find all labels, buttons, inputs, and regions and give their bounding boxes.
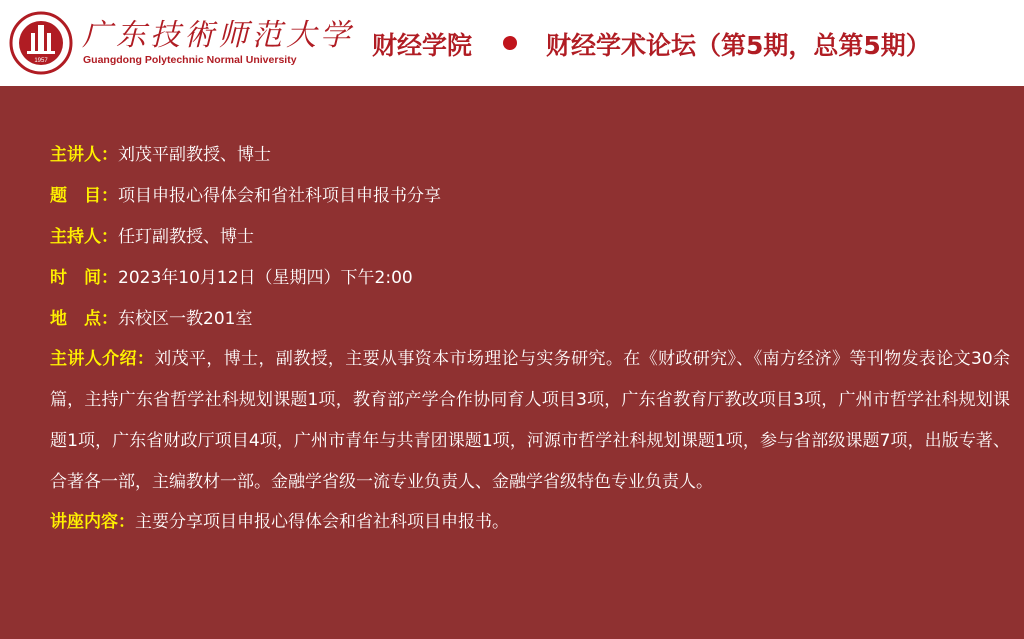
school-name-en: Guangdong Polytechnic Normal University [83, 54, 297, 66]
topic-value: 项目申报心得体会和省社科项目申报书分享 [118, 186, 441, 206]
content-row [50, 507, 1010, 548]
svg-text:1957: 1957 [34, 58, 48, 64]
intro-label: 主讲人介绍： [50, 349, 155, 369]
university-seal-icon [9, 11, 73, 75]
forum-title: 财经学术论坛（第5期，总第5期） [546, 31, 931, 60]
speaker-row [50, 140, 1010, 181]
college-title: 财经学院 [372, 31, 473, 60]
school-name-cn: 广东技術师范大学 [82, 18, 354, 53]
content-label: 讲座内容： [50, 512, 135, 532]
topic-label: 题 目： [50, 186, 118, 206]
topic-row [50, 181, 1010, 222]
host-row [50, 222, 1010, 263]
speaker-intro [50, 339, 1010, 503]
speaker-value: 刘茂平副教授、博士 [118, 145, 271, 165]
host-label: 主持人： [50, 227, 118, 247]
time-value: 2023年10月12日（星期四）下午2:00 [118, 268, 413, 288]
speaker-label: 主讲人： [50, 145, 118, 165]
place-value: 东校区一教201室 [118, 309, 253, 329]
lecture-details [50, 140, 1010, 548]
content-value: 主要分享项目申报心得体会和省社科项目申报书。 [135, 512, 509, 532]
time-label: 时 间： [50, 268, 118, 288]
place-label: 地 点： [50, 309, 118, 329]
time-row [50, 263, 1010, 304]
bullet-dot-icon [503, 36, 517, 50]
university-logo [82, 10, 354, 76]
intro-value: 刘茂平，博士，副教授，主要从事资本市场理论与实务研究。在《财政研究》、《南方经济》等刊物发表论文30余篇，主持广东省哲学社科规划课题1项，教育部产学合作协同育人项目3项，广东省教育厅教改项目3项，广州市哲学社科规划课题1项，广东省财政厅项目4项，广州市青年与共青团课题1项，河源市哲学社科规划课题1项，参与省部级课题7项，出版专著、合著各一部，主编教材一部。金融学省级一流专业负责人、金融学省级特色专业负责人。 [50, 349, 1011, 492]
host-value: 任玎副教授、博士 [118, 227, 254, 247]
header-bar [0, 0, 1024, 86]
